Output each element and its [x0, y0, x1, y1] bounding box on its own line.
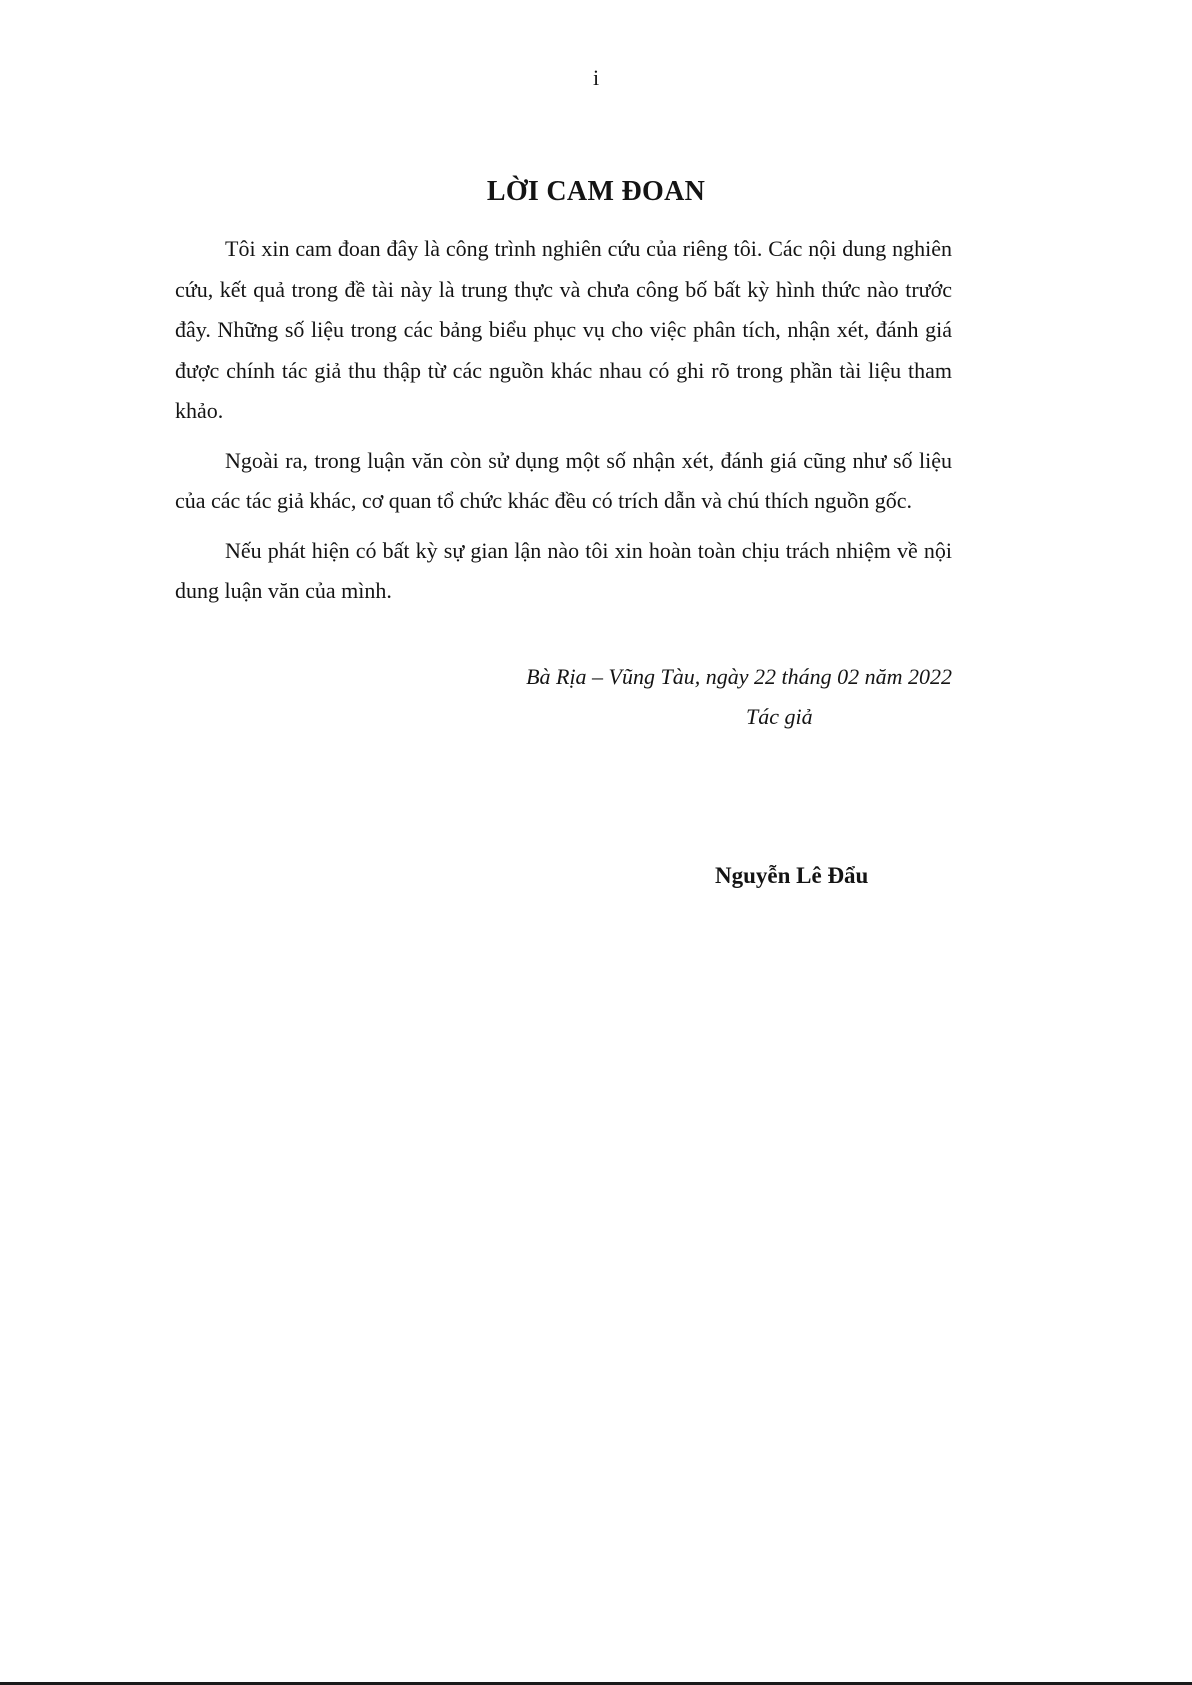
- place-date: Bà Rịa – Vũng Tàu, ngày 22 tháng 02 năm 2022: [526, 664, 952, 689]
- page-title: LỜI CAM ĐOAN: [486, 176, 706, 207]
- paragraph-citations: Ngoài ra, trong luận văn còn sử dụng một số nhận xét, đánh giá cũng như số liệu của các tác giả khác, cơ quan tổ chức khác đều có trích dẫn và chú thích nguồn gốc.: [175, 447, 952, 513]
- author-name: Nguyễn Lê Đẩu: [715, 863, 869, 888]
- paragraph-originality: Tôi xin cam đoan đây là công trình nghiên cứu của riêng tôi. Các nội dung nghiên cứu, kết quả trong đề tài này là trung thực và chưa công bố bất kỳ hình thức nào trước đây. Những số liệu trong các bảng biểu phục vụ cho việc phân tích, nhận xét, đánh giá được chính tác giả thu thập từ các nguồn khác nhau có ghi rõ trong phần tài liệu tham khảo.: [175, 236, 952, 423]
- page-number: i: [592, 65, 600, 90]
- author-role: Tác giả: [746, 704, 813, 729]
- paragraph-responsibility: Nếu phát hiện có bất kỳ sự gian lận nào tôi xin hoàn toàn chịu trách nhiệm về nội dung luận văn của mình.: [175, 537, 952, 603]
- declaration-body: [175, 229, 952, 621]
